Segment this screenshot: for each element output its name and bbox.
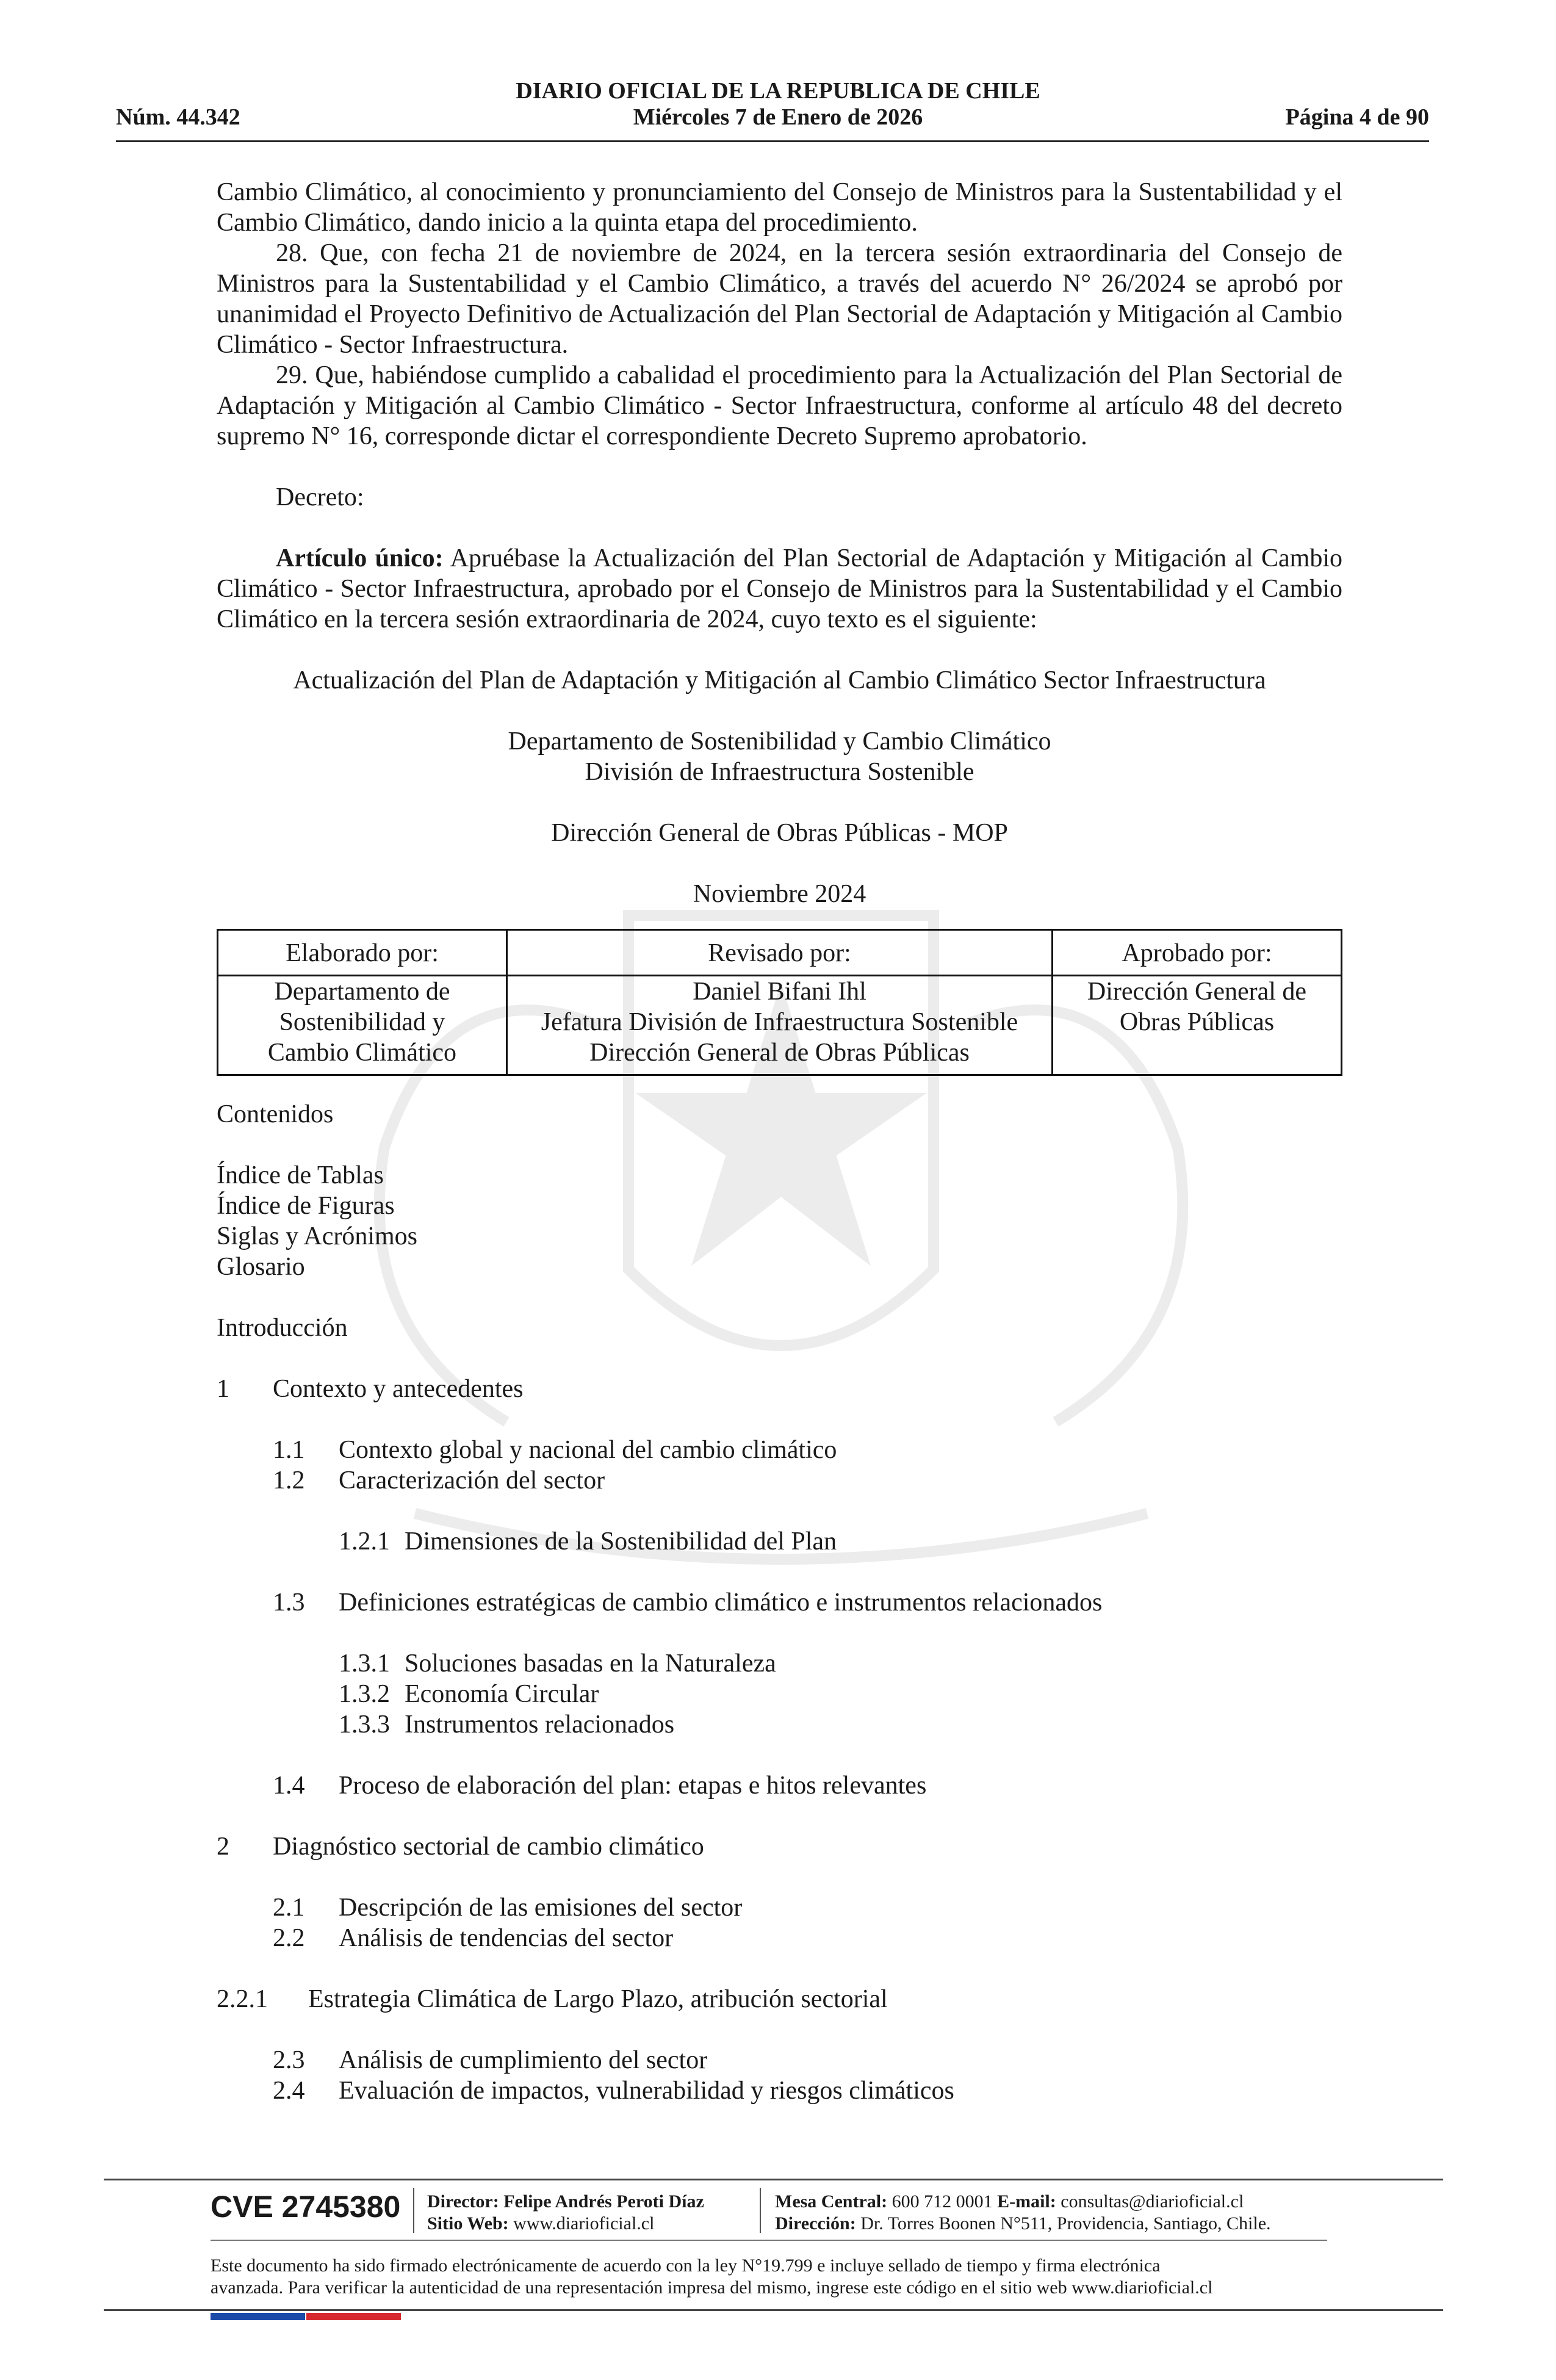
footer-director: Director: Felipe Andrés Peroti Díaz Sitio Web: www.diarioficial.cl: [427, 2191, 704, 2234]
toc-item: 1.3.3 Instrumentos relacionados: [339, 1711, 675, 1739]
toc-item: Siglas y Acrónimos: [217, 1222, 418, 1250]
header-aprobado: Aprobado por:: [1053, 930, 1342, 976]
toc-item: 1.4 Proceso de elaboración del plan: etapas e hitos relevantes: [273, 1772, 927, 1800]
page-number: Página 4 de 90: [1285, 104, 1429, 130]
toc-item: 2.2.1 Estrategia Climática de Largo Plazo, atribución sectorial: [217, 1985, 888, 2013]
table-body-row: [218, 976, 1342, 1075]
footer-contact: Mesa Central: 600 712 0001 E-mail: consultas@diarioficial.cl Dirección: Dr. Torres Boonen N°511, Providencia, Santiago, Chile.: [775, 2191, 1271, 2234]
publication-date: Miércoles 7 de Enero de 2026: [633, 104, 923, 130]
footer-top-rule: [104, 2179, 1443, 2180]
toc-item: 1.1 Contexto global y nacional del cambio climático: [273, 1436, 837, 1464]
footer-separator: [413, 2188, 414, 2233]
toc-item: 2.3 Análisis de cumplimiento del sector: [273, 2046, 708, 2074]
direction-name: Dirección General de Obras Públicas - MOP: [551, 819, 1008, 847]
toc-item: 1.2 Caracterización del sector: [273, 1466, 605, 1495]
toc-item: Glosario: [217, 1253, 305, 1281]
paragraph-continuation: Cambio Climático, al conocimiento y pronunciamiento del Consejo de Ministros para la Sustentabilidad y el Cambio Climático, dando inicio a la quinta etapa del procedimiento.: [217, 178, 1342, 237]
cve-code: CVE 2745380: [211, 2190, 401, 2224]
document-body: [217, 177, 1342, 2106]
plan-date: Noviembre 2024: [693, 880, 866, 908]
flag-stripe-red: [306, 2313, 401, 2320]
paragraph-29: 29. Que, habiéndose cumplido a cabalidad el procedimiento para la Actualización del Plan Sectorial de Adaptación y Mitigación al Cambio Climático - Sector Infraestructura, conforme al artículo 48 del decreto supremo N° 16, corresponde dictar el correspondiente Decreto Supremo aprobatorio.: [217, 361, 1342, 450]
toc-item: Introducción: [217, 1314, 348, 1342]
plan-title: Actualización del Plan de Adaptación y Mitigación al Cambio Climático Sector Infraestructura: [293, 666, 1266, 694]
issue-number: Núm. 44.342: [116, 104, 240, 130]
header-elaborado: Elaborado por:: [218, 930, 507, 976]
signature-table: [217, 929, 1342, 1076]
articulo-text: Apruébase la Actualización del Plan Sectorial de Adaptación y Mitigación al Cambio Climático - Sector Infraestructura, aprobado por el Consejo de Ministros para la Sustentabilidad y el Cambio Climático en la tercera sesión extraordinaria de 2024, cuyo texto es el siguiente:: [217, 544, 1342, 633]
toc-item: 1.3 Definiciones estratégicas de cambio climático e instrumentos relacionados: [273, 1588, 1103, 1617]
header-rule: [116, 140, 1429, 142]
toc-item: 2.4 Evaluación de impactos, vulnerabilidad y riesgos climáticos: [273, 2077, 954, 2105]
header-revisado: Revisado por:: [507, 930, 1053, 976]
toc-item: 2.1 Descripción de las emisiones del sector: [273, 1894, 743, 1922]
toc-item: Índice de Tablas: [217, 1161, 384, 1189]
footer-legal: Este documento ha sido firmado electrónicamente de acuerdo con la ley N°19.799 e incluye sellado de tiempo y firma electrónica avanzada. Para verificar la autenticidad de una representación impresa del mismo, ingrese este código en el sitio web www.diarioficial.cl: [211, 2256, 1213, 2298]
toc-item: Índice de Figuras: [217, 1192, 395, 1220]
footer-mid-rule: [211, 2240, 1327, 2241]
articulo-label: Artículo único:: [276, 544, 444, 572]
publication-title: DIARIO OFICIAL DE LA REPUBLICA DE CHILE: [516, 78, 1040, 104]
articulo-unico: [217, 543, 1342, 635]
toc-item: 1.2.1 Dimensiones de la Sostenibilidad del Plan: [339, 1527, 837, 1556]
division-name: División de Infraestructura Sostenible: [585, 758, 974, 786]
paragraph-28: 28. Que, con fecha 21 de noviembre de 2024, en la tercera sesión extraordinaria del Consejo de Ministros para la Sustentabilidad y el Cambio Climático, a través del acuerdo N° 26/2024 se aprobó por unanimidad el Proyecto Definitivo de Actualización del Plan Sectorial de Adaptación y Mitigación al Cambio Climático - Sector Infraestructura.: [217, 239, 1342, 359]
toc-item: 1.3.1 Soluciones basadas en la Naturaleza: [339, 1650, 776, 1678]
footer-bottom-rule: [104, 2309, 1443, 2311]
toc-item: 1.3.2 Economía Circular: [339, 1680, 599, 1708]
footer-separator: [760, 2188, 761, 2233]
cell-aprobado: Dirección General de Obras Públicas: [1053, 976, 1342, 1075]
department-name: Departamento de Sostenibilidad y Cambio Climático: [508, 727, 1051, 755]
contents-title: Contenidos: [217, 1100, 334, 1128]
toc-item: 1 Contexto y antecedentes: [217, 1375, 524, 1403]
toc-item: 2 Diagnóstico sectorial de cambio climático: [217, 1833, 704, 1861]
decreto-heading: Decreto:: [276, 483, 364, 511]
flag-stripe-blue: [211, 2313, 305, 2320]
table-header-row: [218, 930, 1342, 976]
toc-item: 2.2 Análisis de tendencias del sector: [273, 1924, 674, 1952]
cell-revisado: Daniel Bifani Ihl Jefatura División de Infraestructura Sostenible Dirección General de Obras Públicas: [507, 976, 1053, 1075]
cell-elaborado: Departamento de Sostenibilidad y Cambio Climático: [218, 976, 507, 1075]
